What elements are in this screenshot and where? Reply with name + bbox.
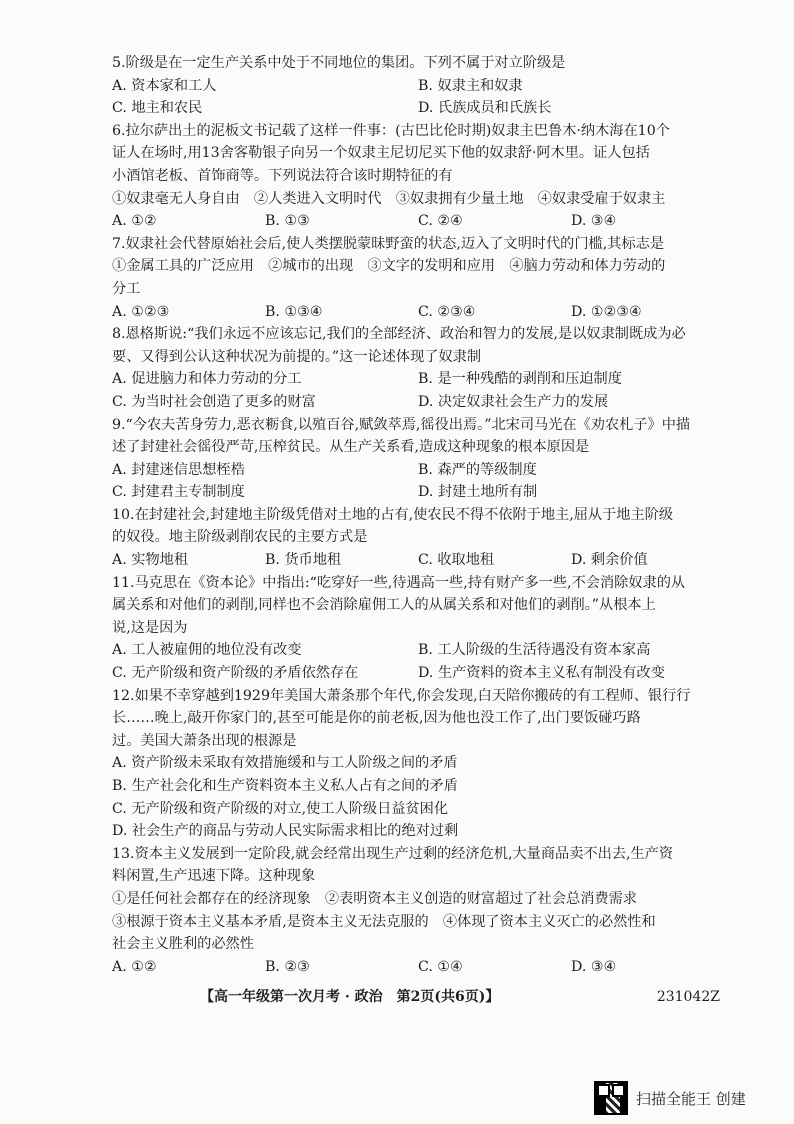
answer-option: A. 资产阶级未采取有效措施缓和与工人阶级之间的矛盾	[112, 755, 458, 772]
page-footer	[112, 985, 724, 1009]
question-text-line: ①金属工具的广泛应用 ②城市的出现 ③文字的发明和应用 ④脑力劳动和体力劳动的	[112, 258, 666, 275]
answer-option: C. 封建君主专制制度	[112, 484, 245, 501]
answer-option: D. 社会生产的商品与劳动人民实际需求相比的绝对过剩	[112, 823, 459, 840]
question-block	[112, 504, 724, 572]
question-stem: 7.奴隶社会代替原始社会后,使人类摆脱蒙昧野蛮的状态,迈入了文明时代的门槛,其标志是	[112, 235, 665, 252]
answer-option: D. ③④	[571, 958, 617, 975]
answer-option: A. 实物地租	[112, 552, 189, 569]
footer-title: 【高一年级第一次月考 · 政治 第2页(共6页)】	[200, 989, 500, 1005]
answer-option: C. 无产阶级和资产阶级的对立,使工人阶级日益贫困化	[112, 800, 449, 817]
question-stem: 6.拉尔萨出土的泥板文书记载了这样一件事：(古巴比伦时期)奴隶主巴鲁木·纳木海在10个	[112, 122, 670, 139]
question-text-line: ①奴隶毫无人身自由 ②人类进入文明时代 ③奴隶拥有少量土地 ④奴隶受雇于奴隶主	[112, 190, 666, 207]
question-block	[112, 233, 724, 323]
options-row	[112, 549, 724, 572]
question-text-line: 社会主义胜利的必然性	[112, 936, 254, 953]
options-row	[112, 662, 724, 685]
options-row	[112, 956, 724, 979]
question-block	[112, 572, 724, 685]
options-row	[112, 391, 724, 414]
answer-option: D. 决定奴隶社会生产力的发展	[418, 393, 609, 410]
options-row	[112, 97, 724, 120]
answer-option: C. 无产阶级和资产阶级的矛盾依然存在	[112, 665, 359, 682]
question-block	[112, 685, 724, 843]
answer-option: B. 工人阶级的生活待遇没有资本家高	[418, 642, 651, 659]
answer-option: B. ①③	[265, 213, 310, 230]
options-row	[112, 481, 724, 504]
question-block	[112, 843, 724, 979]
watermark-text: 扫描全能王 创建	[636, 1089, 746, 1108]
question-stem: 9.“今农夫苦身劳力,恶衣粝食,以殖百谷,赋敛萃焉,徭役出焉。”北宋司马光在《劝农札子》中描	[112, 416, 691, 433]
answer-option: B. 是一种残酷的剥削和压迫制度	[418, 371, 622, 388]
answer-option: B. 生产社会化和生产资料资本主义私人占有之间的矛盾	[112, 778, 458, 794]
answer-option: D. ③④	[571, 213, 617, 230]
answer-option: A. 资本家和工人	[112, 77, 217, 94]
question-stem: 11.马克思在《资本论》中指出:“吃穿好一些,待遇高一些,持有财产多一些,不会消除奴隶的从	[112, 574, 686, 591]
question-stem: 13.资本主义发展到一定阶段,就会经常出现生产过剩的经济危机,大量商品卖不出去,生产资	[112, 845, 674, 862]
answer-option: D. 氏族成员和氏族长	[418, 100, 552, 117]
answer-option: C. 为当时社会创造了更多的财富	[112, 393, 316, 410]
answer-option: B. 奴隶主和奴隶	[418, 77, 523, 94]
question-text-line: 料闲置,生产迅速下降。这种现象	[112, 868, 316, 885]
scanner-watermark	[594, 1080, 746, 1116]
answer-option: B. 货币地租	[265, 552, 342, 569]
question-block	[112, 323, 724, 413]
options-row	[112, 459, 724, 482]
answer-option: C. ①④	[418, 958, 463, 975]
question-stem: 8.恩格斯说:“我们永远不应该忘记,我们的全部经济、政治和智力的发展,是以奴隶制既成为必	[112, 326, 686, 343]
question-text-line: ①是任何社会都存在的经济现象 ②表明资本主义创造的财富超过了社会总消费需求	[112, 890, 637, 907]
question-text-line: 要、又得到公认这种状况为前提的。”这一论述体现了奴隶制	[112, 348, 482, 365]
paper-code: 231042Z	[656, 989, 720, 1005]
options-row	[112, 639, 724, 662]
answer-option: A. 封建迷信思想桎梏	[112, 461, 245, 478]
qr-code-icon	[594, 1081, 628, 1115]
question-text-line: 述了封建社会徭役严苛,压榨贫民。从生产关系看,造成这种现象的根本原因是	[112, 439, 590, 456]
answer-option: C. 收取地租	[418, 552, 495, 569]
options-row	[112, 301, 724, 324]
question-text-line: 属关系和对他们的剥削,同样也不会消除雇佣工人的从属关系和对他们的剥削。”从根本上	[112, 597, 656, 614]
question-text-line: 说,这是因为	[112, 619, 188, 636]
question-text-line: 的奴役。地主阶级剥削农民的主要方式是	[112, 529, 368, 546]
question-text-line: 证人在场时,用13舍客勒银子向另一个奴隶主尼切尼买下他的奴隶舒·阿木里。证人包括	[112, 145, 650, 162]
answer-option: A. 工人被雇佣的地位没有改变	[112, 642, 302, 659]
answer-option: D. 封建土地所有制	[418, 484, 538, 501]
answer-option: A. ①②③	[112, 303, 170, 320]
answer-option: B. 森严的等级制度	[418, 461, 537, 478]
answer-option: D. 生产资料的资本主义私有制没有改变	[418, 665, 665, 682]
answer-option: C. ②④	[418, 213, 463, 230]
question-stem: 10.在封建社会,封建地主阶级凭借对土地的占有,使农民不得不依附于地主,屈从于地主阶级	[112, 506, 674, 523]
answer-option: C. ②③④	[418, 303, 476, 320]
answer-option: B. ①③④	[265, 303, 323, 320]
question-block	[112, 414, 724, 504]
answer-option: A. 促进脑力和体力劳动的分工	[112, 371, 302, 388]
answer-option: A. ①②	[112, 213, 157, 230]
question-stem: 5.阶级是在一定生产关系中处于不同地位的集团。下列不属于对立阶级是	[112, 55, 566, 71]
answer-option: D. ①②③④	[571, 303, 642, 320]
question-text-line: 长……晚上,敲开你家门的,甚至可能是你的前老板,因为他也没工作了,出门要饭碰巧路	[112, 710, 641, 727]
question-list	[112, 52, 724, 978]
question-text-line: 分工	[112, 280, 141, 297]
answer-option: D. 剩余价值	[571, 552, 648, 569]
options-row	[112, 75, 724, 98]
question-text-line: ③根源于资本主义基本矛盾,是资本主义无法克服的 ④体现了资本主义灭亡的必然性和	[112, 913, 656, 930]
options-row	[112, 210, 724, 233]
answer-option: B. ②③	[265, 958, 310, 975]
question-text-line: 小酒馆老板、首饰商等。下列说法符合该时期特征的有	[112, 167, 453, 184]
question-block	[112, 52, 724, 120]
answer-option: C. 地主和农民	[112, 100, 203, 117]
question-block	[112, 120, 724, 233]
options-row	[112, 368, 724, 391]
answer-option: A. ①②	[112, 958, 157, 975]
question-stem: 12.如果不幸穿越到1929年美国大萧条那个年代,你会发现,白天陪你搬砖的有工程师、银行行	[112, 687, 691, 704]
question-text-line: 过。美国大萧条出现的根源是	[112, 732, 297, 749]
